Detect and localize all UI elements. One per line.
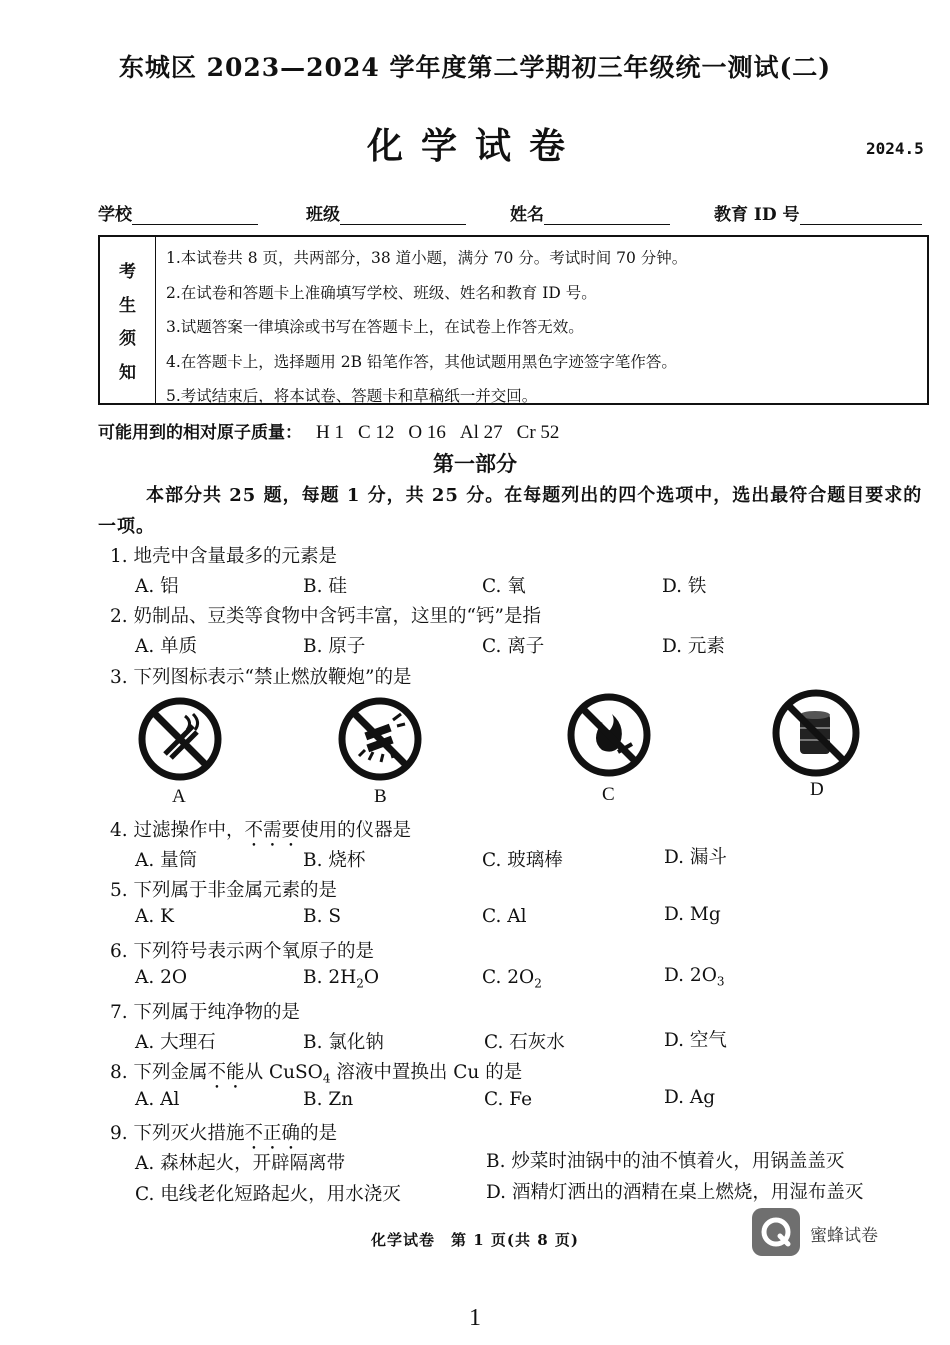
option-b: B. 硅	[303, 576, 347, 597]
option-a: A. 量筒	[135, 850, 198, 871]
no-smoking-icon	[135, 694, 225, 784]
option-d: D. Mg	[664, 904, 721, 925]
exam-date: 2024.5	[866, 139, 924, 158]
question-3-stem: 3. 下列图标表示“禁止燃放鞭炮”的是	[110, 667, 412, 688]
page-number: 1	[469, 1305, 481, 1331]
option-d: D. Ag	[664, 1087, 716, 1108]
option-b: B. 原子	[303, 636, 366, 657]
exam-header-title: 东城区 2023—2024 学年度第二学期初三年级统一测试(二)	[118, 53, 832, 82]
option-c: C. 离子	[482, 636, 545, 657]
question-1-stem: 1. 地壳中含量最多的元素是	[110, 546, 338, 567]
page-footer: 化学试卷 第 1 页(共 8 页)	[371, 1231, 579, 1249]
option-c: C. $2O_2$	[482, 967, 542, 991]
option-a: A. 大理石	[135, 1032, 216, 1053]
option-a: A. 2O	[135, 967, 188, 988]
name-blank	[544, 206, 670, 225]
question-8-stem: 8. 下列金属不能从 CuSO$_4$ 溶液中置换出 Cu 的是	[110, 1062, 523, 1086]
subject-title: 化学试卷	[366, 125, 583, 167]
option-b: B. S	[303, 906, 342, 927]
no-flammable-barrel-icon	[768, 688, 864, 778]
exam-notice-box	[98, 235, 929, 405]
part-instructions: 本部分共 25 题，每题 1 分，共 25 分。在每题列出的四个选项中，选出最符合题目要求的一项。	[98, 485, 923, 537]
emphasis-text: 不能	[207, 1062, 245, 1083]
notice-list	[166, 241, 687, 414]
option-c: C. 石灰水	[484, 1032, 565, 1053]
school-field: 学校	[98, 200, 258, 225]
class-field: 班级	[306, 200, 466, 225]
option-a-label: A	[172, 786, 186, 807]
question-6-stem: 6. 下列符号表示两个氧原子的是	[110, 941, 375, 962]
option-d: D. 空气	[664, 1030, 727, 1051]
notice-item: 5.考试结束后，将本试卷、答题卡和草稿纸一并交回。	[166, 387, 538, 405]
question-5-stem: 5. 下列属于非金属元素的是	[110, 880, 338, 901]
school-blank	[132, 206, 258, 225]
notice-item: 1.本试卷共 8 页，共两部分，38 道小题，满分 70 分。考试时间 70 分钟。	[166, 249, 688, 267]
class-blank	[340, 206, 466, 225]
option-b-label: B	[374, 786, 387, 807]
option-a: A. 森林起火，开辟隔离带	[135, 1153, 346, 1174]
name-field: 姓名	[510, 200, 670, 225]
option-b: B. 氯化钠	[303, 1032, 384, 1053]
option-d: D. 酒精灯洒出的酒精在桌上燃烧，用湿布盖灭	[486, 1182, 864, 1203]
question-4-stem: 4. 过滤操作中，不需要使用的仪器是	[110, 820, 412, 841]
option-a: A. K	[135, 906, 174, 927]
option-b: B. 烧杯	[303, 850, 366, 871]
watermark-logo-icon	[752, 1208, 800, 1256]
emphasis-text: 不需要	[244, 820, 301, 841]
option-c: C. 氧	[482, 576, 526, 597]
notice-item: 3.试题答案一律填涂或书写在答题卡上，在试卷上作答无效。	[166, 318, 584, 336]
option-c: C. Al	[482, 906, 527, 927]
option-b: B. 炒菜时油锅中的油不慎着火，用锅盖盖灭	[486, 1151, 845, 1172]
option-b: B. $2H_2O$	[303, 967, 380, 991]
question-7-stem: 7. 下列属于纯净物的是	[110, 1002, 301, 1023]
option-c: C. 电线老化短路起火，用水浇灭	[135, 1184, 401, 1205]
option-b: B. Zn	[303, 1089, 354, 1110]
notice-item: 4.在答题卡上，选择题用 2B 铅笔作答，其他试题用黑色字迹签字笔作答。	[166, 352, 677, 371]
option-d: D. 漏斗	[664, 847, 727, 868]
option-d: D. $2O_3$	[664, 965, 725, 989]
option-d-label: D	[810, 779, 824, 800]
emphasis-text: 不正确	[244, 1123, 301, 1144]
question-9-stem: 9. 下列灭火措施不正确的是	[110, 1123, 338, 1144]
option-d: D. 铁	[662, 576, 707, 597]
option-d: D. 元素	[662, 636, 725, 657]
notice-heading: 考 生 须 知	[100, 237, 156, 403]
option-c: C. Fe	[484, 1089, 533, 1110]
edu-id-field: 教育 ID 号	[714, 200, 922, 225]
edu-id-blank	[800, 206, 922, 225]
option-a: A. 铝	[135, 576, 179, 597]
question-2-stem: 2. 奶制品、豆类等食物中含钙丰富，这里的“钙”是指	[110, 606, 541, 627]
option-c: C. 玻璃棒	[482, 850, 563, 871]
no-open-flame-icon	[562, 690, 656, 780]
notice-item: 2.在试卷和答题卡上准确填写学校、班级、姓名和教育 ID 号。	[166, 283, 597, 302]
atomic-mass-line: 可能用到的相对原子质量： H 1 C 12 O 16 Al 27 Cr 52	[98, 422, 560, 443]
watermark-text: 蜜蜂试卷	[810, 1226, 878, 1246]
no-firecrackers-icon	[335, 694, 425, 784]
part-title: 第一部分	[433, 451, 517, 476]
option-c-label: C	[602, 784, 615, 805]
option-a: A. 单质	[135, 636, 198, 657]
option-a: A. Al	[135, 1089, 180, 1110]
